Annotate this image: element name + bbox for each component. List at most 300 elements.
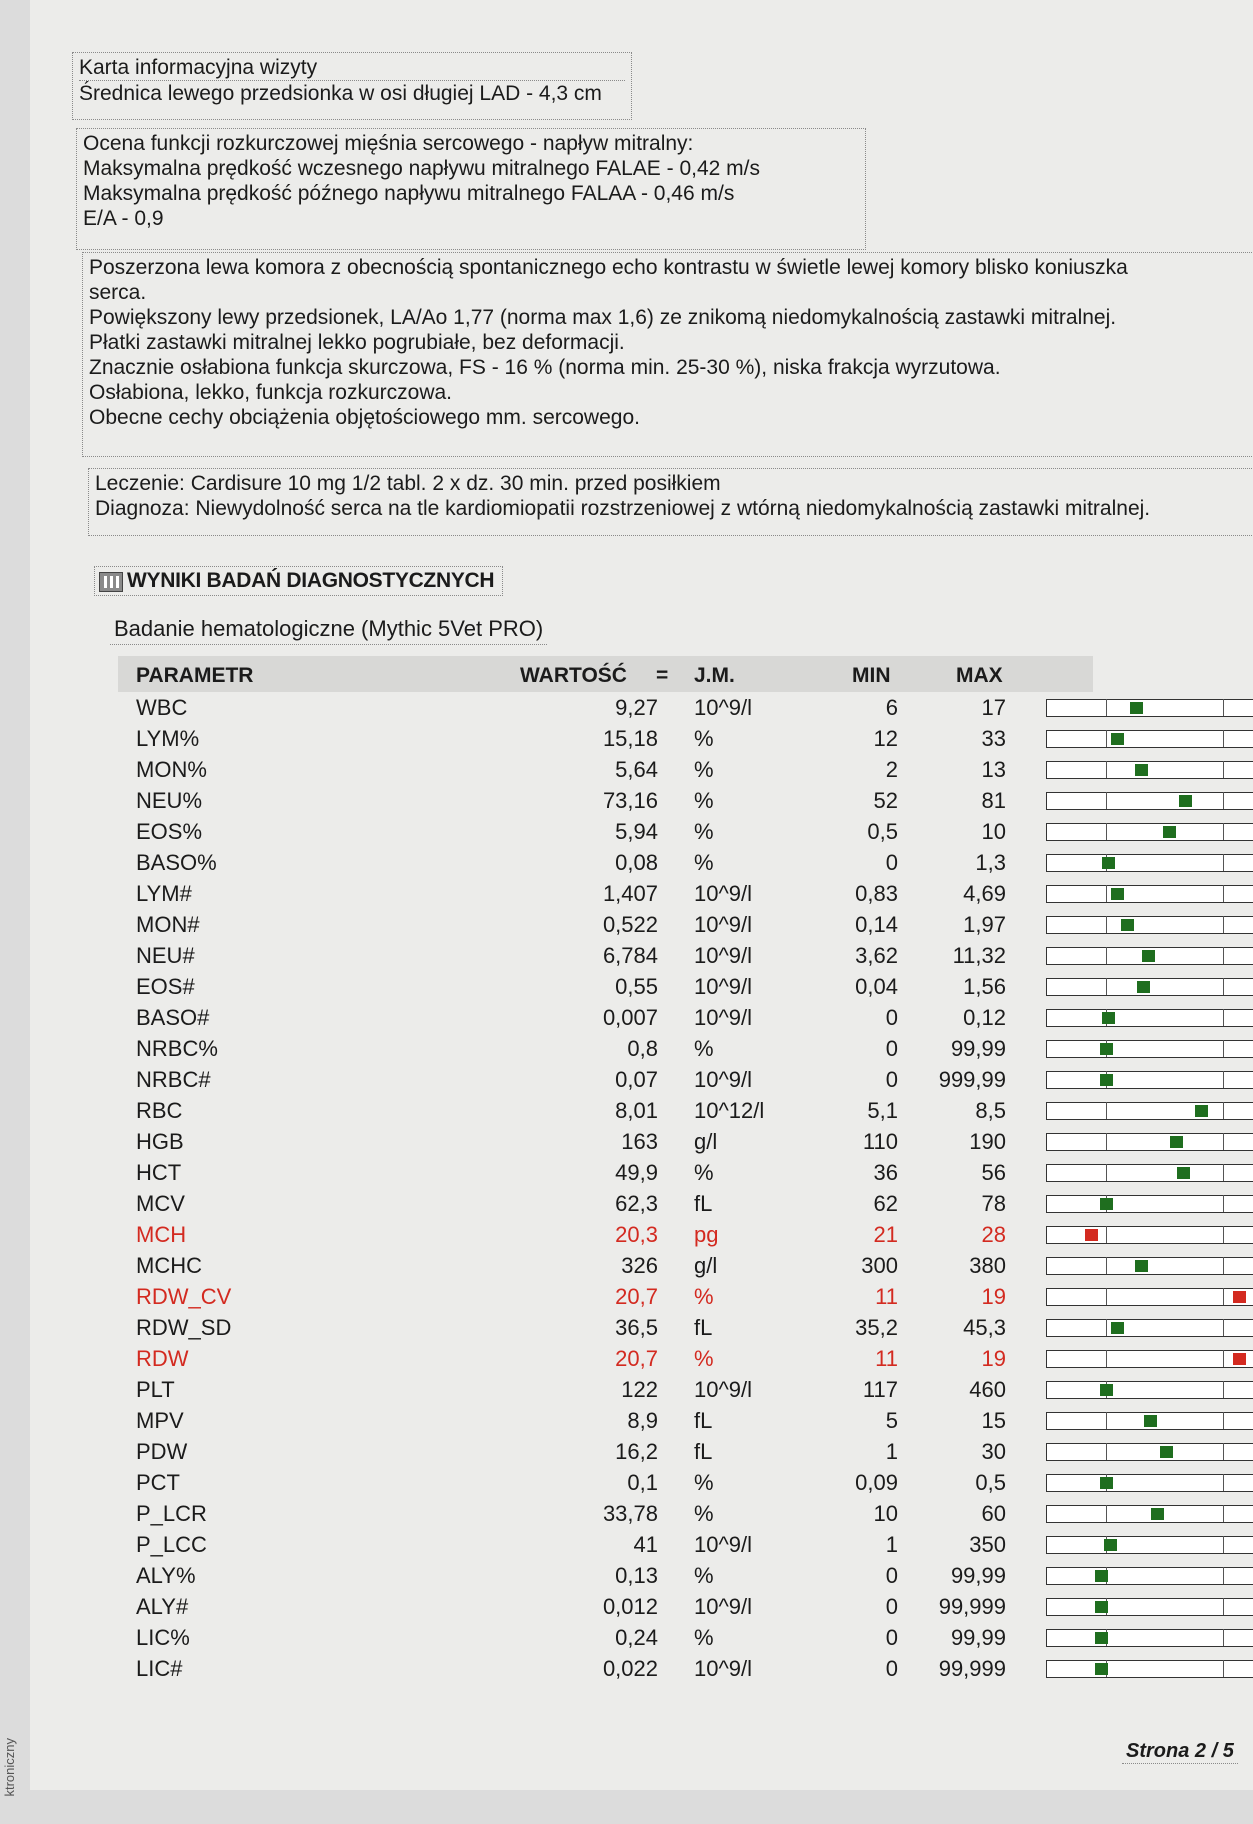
- param-value: 0,08: [615, 850, 658, 875]
- hematology-table: [118, 656, 1253, 1684]
- param-unit: 10^9/l: [694, 1594, 753, 1619]
- table-row: [118, 1064, 1253, 1095]
- range-marker: [1144, 1415, 1157, 1427]
- range-bar: [1046, 1474, 1253, 1492]
- range-marker: [1095, 1601, 1108, 1613]
- range-bar: [1046, 1040, 1253, 1058]
- param-unit: 10^12/l: [694, 1098, 765, 1123]
- range-bar: [1046, 1071, 1253, 1089]
- table-row: [118, 785, 1253, 816]
- range-bar: [1046, 1629, 1253, 1647]
- param-value: 5,64: [615, 757, 658, 782]
- table-row: [118, 1157, 1253, 1188]
- param-name: NEU%: [136, 788, 203, 813]
- param-name: LYM%: [136, 726, 200, 751]
- range-tick: [1106, 1257, 1107, 1274]
- range-marker: [1102, 1012, 1115, 1024]
- param-value: 0,1: [627, 1470, 658, 1495]
- range-bar: [1046, 699, 1253, 717]
- range-marker: [1102, 857, 1115, 869]
- param-max: 60: [981, 1501, 1006, 1526]
- range-tick: [1223, 978, 1224, 995]
- param-min: 11: [875, 1346, 898, 1371]
- param-name: MON#: [136, 912, 200, 937]
- param-name: PLT: [136, 1377, 175, 1402]
- document-page: [30, 0, 1253, 1790]
- param-value: 16,2: [615, 1439, 658, 1464]
- table-row: [118, 1560, 1253, 1591]
- param-unit: %: [694, 1470, 714, 1495]
- range-bar: [1046, 885, 1253, 903]
- table-row: [118, 816, 1253, 847]
- table-body: [118, 692, 1253, 1684]
- param-value: 0,07: [615, 1067, 658, 1092]
- param-min: 110: [862, 1129, 898, 1154]
- range-tick: [1223, 1257, 1224, 1274]
- range-tick: [1223, 761, 1224, 778]
- param-unit: %: [694, 1346, 714, 1371]
- param-value: 49,9: [615, 1160, 658, 1185]
- param-unit: 10^9/l: [694, 1067, 753, 1092]
- param-value: 73,16: [602, 788, 658, 813]
- range-bar: [1046, 1536, 1253, 1554]
- param-value: 0,55: [615, 974, 658, 999]
- range-tick: [1223, 1226, 1224, 1243]
- param-min: 0,09: [855, 1470, 898, 1495]
- range-bar: [1046, 1195, 1253, 1213]
- param-max: 10: [981, 819, 1006, 844]
- range-marker: [1160, 1446, 1173, 1458]
- param-max: 190: [969, 1129, 1006, 1154]
- param-name: P_LCC: [136, 1532, 207, 1557]
- param-unit: %: [694, 850, 714, 875]
- param-max: 1,56: [963, 974, 1006, 999]
- range-tick: [1106, 1350, 1107, 1367]
- header-value: WARTOŚĆ: [520, 664, 627, 687]
- side-label: ktroniczny: [2, 1738, 17, 1797]
- range-marker: [1177, 1167, 1190, 1179]
- range-marker: [1104, 1539, 1117, 1551]
- range-marker: [1095, 1570, 1108, 1582]
- param-name: ALY%: [136, 1563, 196, 1588]
- range-tick: [1223, 1567, 1224, 1584]
- param-value: 326: [621, 1253, 658, 1278]
- table-row: [118, 1467, 1253, 1498]
- table-row: [118, 1374, 1253, 1405]
- param-unit: 10^9/l: [694, 912, 753, 937]
- param-name: EOS%: [136, 819, 203, 844]
- param-name: MCHC: [136, 1253, 202, 1278]
- param-max: 1,3: [975, 850, 1006, 875]
- param-value: 62,3: [615, 1191, 658, 1216]
- range-tick: [1106, 1288, 1107, 1305]
- table-row: [118, 1312, 1253, 1343]
- param-max: 99,99: [950, 1625, 1006, 1650]
- table-row: [118, 1405, 1253, 1436]
- range-tick: [1106, 1164, 1107, 1181]
- param-min: 3,62: [855, 943, 898, 968]
- range-tick: [1223, 1505, 1224, 1522]
- param-min: 0: [885, 1067, 898, 1092]
- param-value: 20,7: [615, 1346, 658, 1371]
- range-tick: [1223, 1536, 1224, 1553]
- param-min: 0: [885, 1036, 898, 1061]
- echo-findings-box: [82, 252, 1253, 457]
- param-min: 1: [885, 1532, 898, 1557]
- param-value: 8,01: [615, 1098, 658, 1123]
- param-unit: pg: [694, 1222, 719, 1247]
- range-tick: [1223, 885, 1224, 902]
- range-tick: [1106, 730, 1107, 747]
- range-tick: [1223, 1195, 1224, 1212]
- table-row: [118, 1219, 1253, 1250]
- param-min: 10: [873, 1501, 898, 1526]
- table-row: [118, 1591, 1253, 1622]
- table-row: [118, 1188, 1253, 1219]
- range-tick: [1106, 1443, 1107, 1460]
- param-max: 17: [981, 695, 1006, 720]
- param-min: 0: [885, 1563, 898, 1588]
- visit-header-box: [72, 52, 632, 120]
- param-name: MCH: [136, 1222, 187, 1247]
- mitral-inflow-box: [76, 128, 866, 250]
- range-marker: [1163, 826, 1176, 838]
- param-name: RDW_SD: [136, 1315, 232, 1340]
- range-bar: [1046, 1350, 1253, 1368]
- range-tick: [1106, 699, 1107, 716]
- param-value: 20,7: [615, 1284, 658, 1309]
- range-marker: [1233, 1353, 1246, 1365]
- range-tick: [1106, 1226, 1107, 1243]
- param-name: HCT: [136, 1160, 182, 1185]
- param-min: 12: [873, 726, 898, 751]
- param-min: 21: [873, 1222, 898, 1247]
- param-value: 0,13: [615, 1563, 658, 1588]
- param-min: 0: [885, 1005, 898, 1030]
- range-marker: [1100, 1043, 1113, 1055]
- range-tick: [1106, 1412, 1107, 1429]
- param-name: HGB: [136, 1129, 184, 1154]
- param-name: WBC: [136, 695, 188, 720]
- results-section-label: WYNIKI BADAŃ DIAGNOSTYCZNYCH: [127, 569, 495, 592]
- echo-line: Poszerzona lewa komora z obecnością spontanicznego echo kontrastu w świetle lewej komory blisko koniuszka: [89, 256, 1128, 279]
- table-header: [118, 656, 1093, 692]
- range-marker: [1121, 919, 1134, 931]
- table-icon: [99, 572, 123, 592]
- param-max: 460: [969, 1377, 1006, 1402]
- results-section-title: [94, 566, 503, 596]
- range-marker: [1142, 950, 1155, 962]
- param-value: 6,784: [602, 943, 658, 968]
- range-tick: [1223, 1381, 1224, 1398]
- param-value: 0,24: [615, 1625, 658, 1650]
- param-unit: fL: [694, 1315, 713, 1340]
- mitral-line: Maksymalna prędkość wczesnego napływu mitralnego FALAE - 0,42 m/s: [83, 157, 760, 180]
- range-marker: [1137, 981, 1150, 993]
- range-marker: [1100, 1477, 1113, 1489]
- range-bar: [1046, 1505, 1253, 1523]
- param-unit: %: [694, 726, 714, 751]
- param-max: 999,99: [938, 1067, 1006, 1092]
- range-tick: [1106, 1505, 1107, 1522]
- range-marker: [1100, 1198, 1113, 1210]
- table-row: [118, 1529, 1253, 1560]
- param-min: 2: [885, 757, 898, 782]
- range-tick: [1223, 1412, 1224, 1429]
- param-max: 28: [981, 1222, 1006, 1247]
- param-value: 20,3: [615, 1222, 658, 1247]
- param-max: 99,99: [950, 1563, 1006, 1588]
- range-tick: [1223, 916, 1224, 933]
- range-tick: [1223, 730, 1224, 747]
- range-bar: [1046, 1598, 1253, 1616]
- param-min: 6: [885, 695, 898, 720]
- param-name: MCV: [136, 1191, 185, 1216]
- param-max: 350: [969, 1532, 1006, 1557]
- range-tick: [1106, 823, 1107, 840]
- param-min: 0: [885, 1625, 898, 1650]
- visit-card-title: Karta informacyjna wizyty: [79, 55, 625, 81]
- header-flag: =: [656, 664, 669, 687]
- param-max: 380: [969, 1253, 1006, 1278]
- range-bar: [1046, 823, 1253, 841]
- param-min: 0: [885, 1656, 898, 1681]
- table-row: [118, 1281, 1253, 1312]
- range-tick: [1106, 916, 1107, 933]
- range-tick: [1223, 947, 1224, 964]
- table-row: [118, 754, 1253, 785]
- param-unit: %: [694, 1625, 714, 1650]
- param-value: 163: [621, 1129, 658, 1154]
- param-min: 0,83: [855, 881, 898, 906]
- range-tick: [1223, 1474, 1224, 1491]
- range-bar: [1046, 761, 1253, 779]
- param-max: 19: [981, 1346, 1006, 1371]
- lad-measurement: Średnica lewego przedsionka w osi długiej LAD - 4,3 cm: [79, 82, 602, 105]
- param-unit: %: [694, 1036, 714, 1061]
- param-max: 0,5: [975, 1470, 1006, 1495]
- header-min: MIN: [852, 664, 891, 687]
- mitral-line: E/A - 0,9: [83, 207, 164, 230]
- param-unit: 10^9/l: [694, 974, 753, 999]
- table-row: [118, 878, 1253, 909]
- param-min: 0: [885, 850, 898, 875]
- range-tick: [1106, 885, 1107, 902]
- range-bar: [1046, 792, 1253, 810]
- range-marker: [1111, 1322, 1124, 1334]
- range-tick: [1223, 1443, 1224, 1460]
- param-max: 30: [981, 1439, 1006, 1464]
- table-row: [118, 1436, 1253, 1467]
- range-bar: [1046, 916, 1253, 934]
- param-max: 99,99: [950, 1036, 1006, 1061]
- param-name: PCT: [136, 1470, 180, 1495]
- range-marker: [1195, 1105, 1208, 1117]
- param-max: 81: [981, 788, 1006, 813]
- echo-line: Obecne cechy obciążenia objętościowego mm. sercowego.: [89, 406, 640, 429]
- param-unit: 10^9/l: [694, 695, 753, 720]
- param-max: 11,32: [952, 943, 1006, 968]
- param-max: 1,97: [963, 912, 1006, 937]
- range-bar: [1046, 1319, 1253, 1337]
- param-unit: 10^9/l: [694, 881, 753, 906]
- range-marker: [1170, 1136, 1183, 1148]
- range-bar: [1046, 1102, 1253, 1120]
- param-name: NRBC%: [136, 1036, 218, 1061]
- page-number: Strona 2 / 5: [1122, 1740, 1238, 1764]
- range-tick: [1223, 823, 1224, 840]
- range-tick: [1223, 854, 1224, 871]
- range-marker: [1135, 764, 1148, 776]
- param-value: 0,522: [602, 912, 658, 937]
- table-row: [118, 1498, 1253, 1529]
- param-min: 0,04: [855, 974, 898, 999]
- param-value: 0,022: [602, 1656, 658, 1681]
- param-max: 0,12: [963, 1005, 1006, 1030]
- param-value: 122: [621, 1377, 658, 1402]
- range-bar: [1046, 730, 1253, 748]
- range-marker: [1135, 1260, 1148, 1272]
- param-min: 5: [885, 1408, 898, 1433]
- range-marker: [1130, 702, 1143, 714]
- param-min: 0: [885, 1594, 898, 1619]
- param-value: 1,407: [602, 881, 658, 906]
- param-unit: %: [694, 1160, 714, 1185]
- echo-line: Powiększony lewy przedsionek, LA/Ao 1,77 (norma max 1,6) ze znikomą niedomykalnością zastawki mitralnej.: [89, 306, 1117, 329]
- range-tick: [1106, 761, 1107, 778]
- range-tick: [1223, 1164, 1224, 1181]
- param-min: 300: [861, 1253, 898, 1278]
- range-bar: [1046, 1133, 1253, 1151]
- param-min: 117: [862, 1377, 898, 1402]
- param-unit: 10^9/l: [694, 943, 753, 968]
- param-value: 0,012: [602, 1594, 658, 1619]
- range-marker: [1095, 1663, 1108, 1675]
- param-name: BASO#: [136, 1005, 210, 1030]
- param-name: BASO%: [136, 850, 217, 875]
- range-tick: [1106, 947, 1107, 964]
- param-name: ALY#: [136, 1594, 189, 1619]
- range-tick: [1223, 1319, 1224, 1336]
- header-unit: J.M.: [694, 664, 735, 687]
- range-tick: [1223, 1009, 1224, 1026]
- table-row: [118, 1653, 1253, 1684]
- param-unit: fL: [694, 1408, 713, 1433]
- param-value: 0,8: [627, 1036, 658, 1061]
- param-value: 9,27: [615, 695, 658, 720]
- param-name: MPV: [136, 1408, 184, 1433]
- param-max: 99,999: [938, 1594, 1006, 1619]
- range-tick: [1223, 1071, 1224, 1088]
- table-row: [118, 1343, 1253, 1374]
- param-min: 35,2: [855, 1315, 898, 1340]
- table-row: [118, 847, 1253, 878]
- param-name: P_LCR: [136, 1501, 207, 1526]
- param-min: 11: [875, 1284, 898, 1309]
- param-name: EOS#: [136, 974, 195, 999]
- treatment-box: [88, 468, 1253, 536]
- table-row: [118, 909, 1253, 940]
- param-max: 99,999: [938, 1656, 1006, 1681]
- param-value: 0,007: [602, 1005, 658, 1030]
- range-tick: [1223, 792, 1224, 809]
- param-min: 36: [873, 1160, 898, 1185]
- param-min: 52: [873, 788, 898, 813]
- param-name: PDW: [136, 1439, 188, 1464]
- param-unit: %: [694, 819, 714, 844]
- range-tick: [1223, 699, 1224, 716]
- range-marker: [1100, 1074, 1113, 1086]
- param-max: 4,69: [963, 881, 1006, 906]
- range-bar: [1046, 1660, 1253, 1678]
- param-value: 33,78: [602, 1501, 658, 1526]
- range-bar: [1046, 1381, 1253, 1399]
- range-tick: [1106, 1319, 1107, 1336]
- range-marker: [1085, 1229, 1098, 1241]
- param-max: 78: [981, 1191, 1006, 1216]
- param-unit: %: [694, 1501, 714, 1526]
- range-tick: [1223, 1350, 1224, 1367]
- range-bar: [1046, 1257, 1253, 1275]
- param-max: 8,5: [975, 1098, 1006, 1123]
- range-marker: [1233, 1291, 1246, 1303]
- range-bar: [1046, 1567, 1253, 1585]
- range-bar: [1046, 1009, 1253, 1027]
- param-unit: %: [694, 788, 714, 813]
- param-unit: 10^9/l: [694, 1377, 753, 1402]
- param-name: LIC%: [136, 1625, 190, 1650]
- range-bar: [1046, 854, 1253, 872]
- range-bar: [1046, 1412, 1253, 1430]
- range-bar: [1046, 947, 1253, 965]
- param-unit: 10^9/l: [694, 1532, 753, 1557]
- table-row: [118, 1095, 1253, 1126]
- param-unit: %: [694, 1563, 714, 1588]
- echo-line: Płatki zastawki mitralnej lekko pogrubiałe, bez deformacji.: [89, 331, 625, 354]
- range-tick: [1223, 1040, 1224, 1057]
- range-tick: [1223, 1288, 1224, 1305]
- range-tick: [1223, 1133, 1224, 1150]
- param-min: 62: [873, 1191, 898, 1216]
- param-name: RDW_CV: [136, 1284, 232, 1309]
- param-unit: 10^9/l: [694, 1005, 753, 1030]
- param-min: 0,5: [867, 819, 898, 844]
- range-marker: [1095, 1632, 1108, 1644]
- hematology-subtitle: Badanie hematologiczne (Mythic 5Vet PRO): [110, 614, 547, 645]
- param-name: NRBC#: [136, 1067, 211, 1092]
- param-name: RDW: [136, 1346, 189, 1371]
- range-marker: [1151, 1508, 1164, 1520]
- param-value: 41: [633, 1532, 658, 1557]
- mitral-line: Ocena funkcji rozkurczowej mięśnia sercowego - napływ mitralny:: [83, 132, 694, 155]
- param-unit: %: [694, 757, 714, 782]
- table-row: [118, 1126, 1253, 1157]
- param-unit: 10^9/l: [694, 1656, 753, 1681]
- range-marker: [1111, 733, 1124, 745]
- range-tick: [1106, 978, 1107, 995]
- range-tick: [1106, 1102, 1107, 1119]
- param-name: NEU#: [136, 943, 195, 968]
- echo-line: Znacznie osłabiona funkcja skurczowa, FS - 16 % (norma min. 25-30 %), niska frakcja wyrzutowa.: [89, 356, 1001, 379]
- param-unit: fL: [694, 1439, 713, 1464]
- param-name: LIC#: [136, 1656, 183, 1681]
- param-min: 1: [885, 1439, 898, 1464]
- header-max: MAX: [956, 664, 1003, 687]
- range-bar: [1046, 1226, 1253, 1244]
- param-value: 8,9: [627, 1408, 658, 1433]
- param-value: 36,5: [615, 1315, 658, 1340]
- param-min: 0,14: [855, 912, 898, 937]
